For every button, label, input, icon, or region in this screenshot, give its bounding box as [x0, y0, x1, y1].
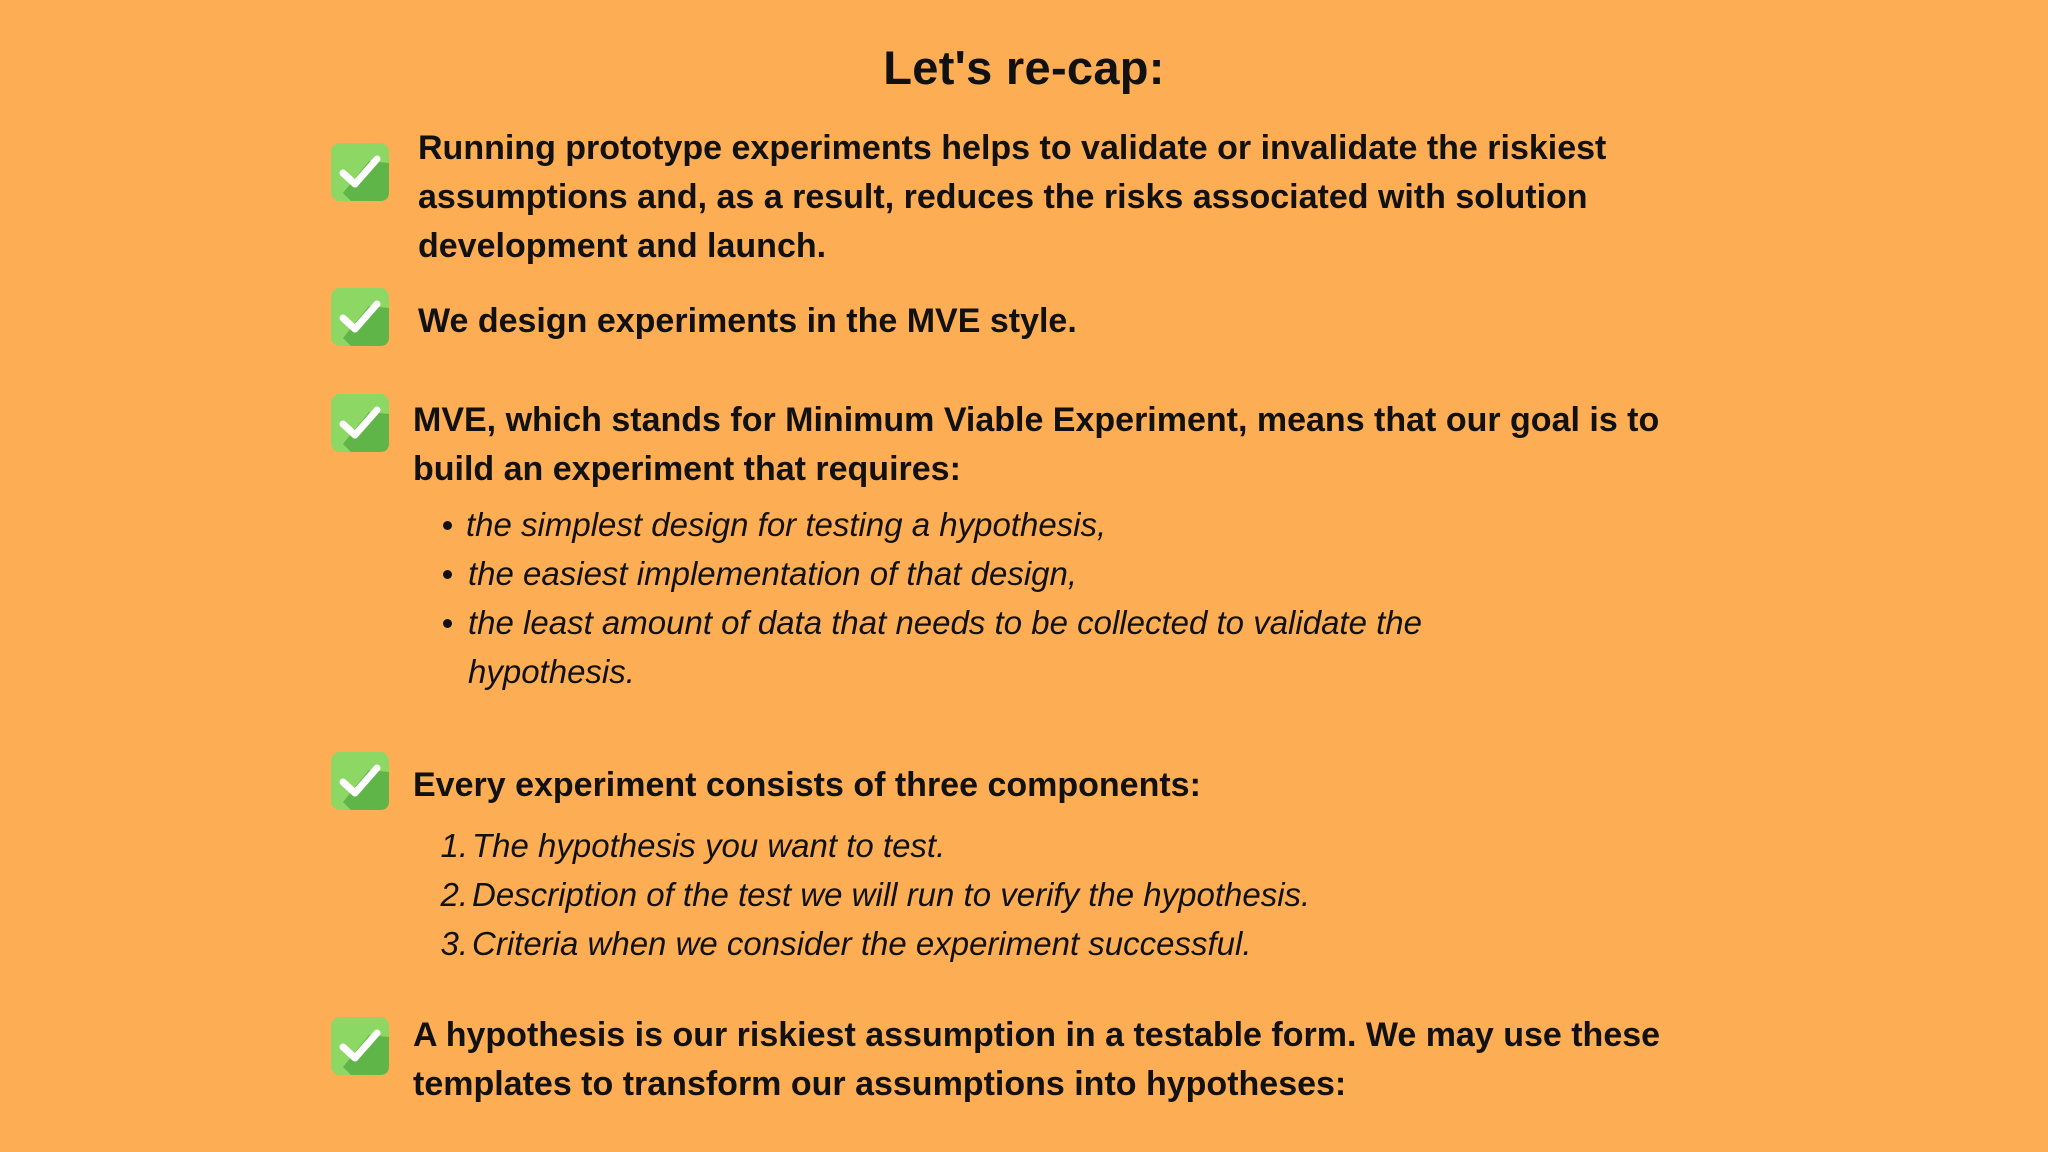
mve-requirement-3: the least amount of data that needs to be collected to validate the: [468, 604, 1422, 641]
recap-point-1-line-3: development and launch.: [418, 227, 827, 265]
component-number-1: 1.: [440, 827, 468, 864]
recap-point-3-line-1: MVE, which stands for Minimum Viable Experiment, means that our goal is to: [413, 401, 1660, 439]
page-title: Let's re-cap:: [883, 41, 1165, 94]
checkbox-checked-icon: [331, 143, 389, 201]
component-number-3: 3.: [440, 925, 468, 962]
component-number-2: 2.: [440, 876, 468, 913]
checkbox-checked-icon: [331, 752, 389, 810]
component-1: The hypothesis you want to test.: [472, 827, 946, 864]
bullet-marker: [443, 619, 452, 628]
recap-point-1-line-2: assumptions and, as a result, reduces the risks associated with solution: [418, 178, 1588, 216]
recap-point-1-line-1: Running prototype experiments helps to validate or invalidate the riskiest: [418, 129, 1607, 167]
recap-point-5-line-1: A hypothesis is our riskiest assumption in a testable form. We may use these: [413, 1016, 1661, 1054]
recap-point-4-line-1: Every experiment consists of three components:: [413, 766, 1201, 804]
recap-point-2-line-1: We design experiments in the MVE style.: [418, 302, 1077, 340]
component-2: Description of the test we will run to verify the hypothesis.: [472, 876, 1311, 913]
bullet-marker: [443, 570, 452, 579]
recap-point-5-line-2: templates to transform our assumptions into hypotheses:: [413, 1065, 1347, 1103]
mve-requirement-3-continued: hypothesis.: [468, 653, 635, 690]
bullet-marker: [443, 521, 452, 530]
checkbox-checked-icon: [331, 1017, 389, 1075]
checkbox-checked-icon: [331, 288, 389, 346]
component-3: Criteria when we consider the experiment successful.: [472, 925, 1252, 962]
checkbox-checked-icon: [331, 394, 389, 452]
mve-requirement-2: the easiest implementation of that design,: [468, 555, 1078, 592]
recap-point-3-line-2: build an experiment that requires:: [413, 450, 961, 488]
mve-requirement-1: the simplest design for testing a hypothesis,: [466, 506, 1107, 543]
